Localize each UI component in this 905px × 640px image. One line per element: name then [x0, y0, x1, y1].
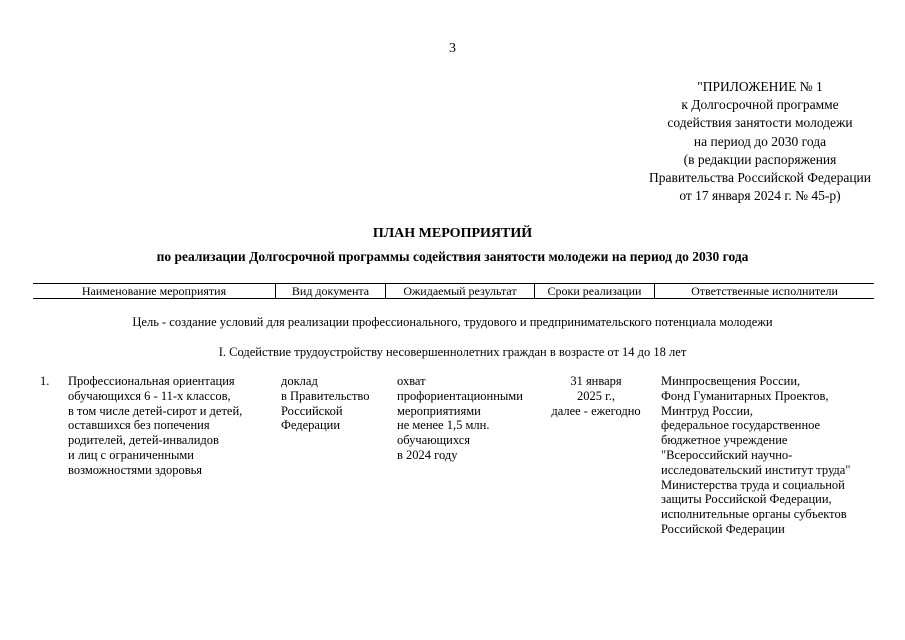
cell-line: "Всероссийский научно-: [661, 447, 793, 462]
cell-line: профориентационными: [397, 388, 523, 403]
cell-line: обучающихся: [397, 433, 471, 448]
cell-line: защиты Российской Федерации,: [661, 492, 832, 507]
goal-statement: Цель - создание условий для реализации профессионального, трудового и предпринимательского потенциала молодежи: [132, 315, 773, 329]
cell-line: не менее 1,5 млн.: [397, 418, 490, 433]
row-deadline-cell: [536, 374, 656, 418]
cell-line: обучающихся 6 - 11-х классов,: [68, 388, 231, 403]
cell-line: охват: [397, 374, 426, 388]
cell-line: доклад: [281, 374, 318, 388]
row-executors-cell: [661, 374, 850, 537]
cell-line: федеральное государственное: [661, 418, 821, 433]
appendix-line: Правительства Российской Федерации: [649, 170, 871, 186]
cell-line: в том числе детей-сирот и детей,: [68, 403, 243, 418]
plan-title: ПЛАН МЕРОПРИЯТИЙ: [372, 226, 533, 241]
cell-line: Российской Федерации: [661, 521, 785, 536]
cell-line: Федерации: [281, 418, 341, 433]
appendix-line: к Долгосрочной программе: [681, 97, 839, 113]
cell-line: бюджетное учреждение: [661, 433, 788, 448]
column-header-doc-type: Вид документа: [291, 284, 370, 298]
cell-line: исполнительные органы субъектов: [661, 507, 847, 522]
column-header-executors: Ответственные исполнители: [691, 284, 838, 298]
appendix-line: "ПРИЛОЖЕНИЕ № 1: [697, 79, 823, 94]
row-name-cell: [68, 374, 242, 478]
cell-line: Минпросвещения России,: [661, 374, 801, 388]
cell-line: в Правительство: [281, 388, 370, 403]
appendix-line: содействия занятости молодежи: [667, 115, 853, 131]
cell-line: возможностями здоровья: [68, 462, 203, 477]
cell-line: Российской: [281, 403, 343, 418]
cell-line: Профессиональная ориентация: [68, 374, 235, 388]
row-result-cell: [397, 374, 523, 463]
cell-line: оставшихся без попечения: [68, 418, 210, 433]
section-heading: I. Содействие трудоустройству несовершеннолетних граждан в возрасте от 14 до 18 лет: [218, 345, 687, 359]
page-number: 3: [449, 41, 456, 56]
appendix-line: на период до 2030 года: [693, 133, 827, 149]
table-header: [33, 283, 874, 299]
appendix-line: от 17 января 2024 г. № 45-р): [679, 188, 841, 204]
column-header-deadline: Сроки реализации: [547, 284, 642, 298]
cell-line: и лиц с ограниченными: [68, 447, 194, 462]
cell-line: исследовательский институт труда": [661, 462, 851, 477]
appendix-line: (в редакции распоряжения: [683, 151, 837, 167]
cell-line: в 2024 году: [397, 447, 458, 462]
cell-line: далее - ежегодно: [551, 403, 641, 418]
row-doc-type-cell: [281, 374, 369, 433]
column-header-name: Наименование мероприятия: [81, 284, 227, 298]
cell-line: Фонд Гуманитарных Проектов,: [661, 388, 829, 403]
cell-line: 31 января: [570, 374, 622, 388]
cell-line: мероприятиями: [397, 403, 481, 418]
cell-line: 2025 г.,: [576, 388, 616, 403]
row-number: 1.: [40, 374, 50, 388]
cell-line: Министерства труда и социальной: [661, 477, 845, 492]
column-header-result: Ожидаемый результат: [403, 284, 517, 298]
cell-line: родителей, детей-инвалидов: [68, 433, 219, 448]
plan-subtitle: по реализации Долгосрочной программы содействия занятости молодежи на период до 2030 года: [156, 249, 749, 264]
cell-line: Минтруд России,: [661, 403, 753, 418]
appendix-block: [560, 78, 905, 205]
